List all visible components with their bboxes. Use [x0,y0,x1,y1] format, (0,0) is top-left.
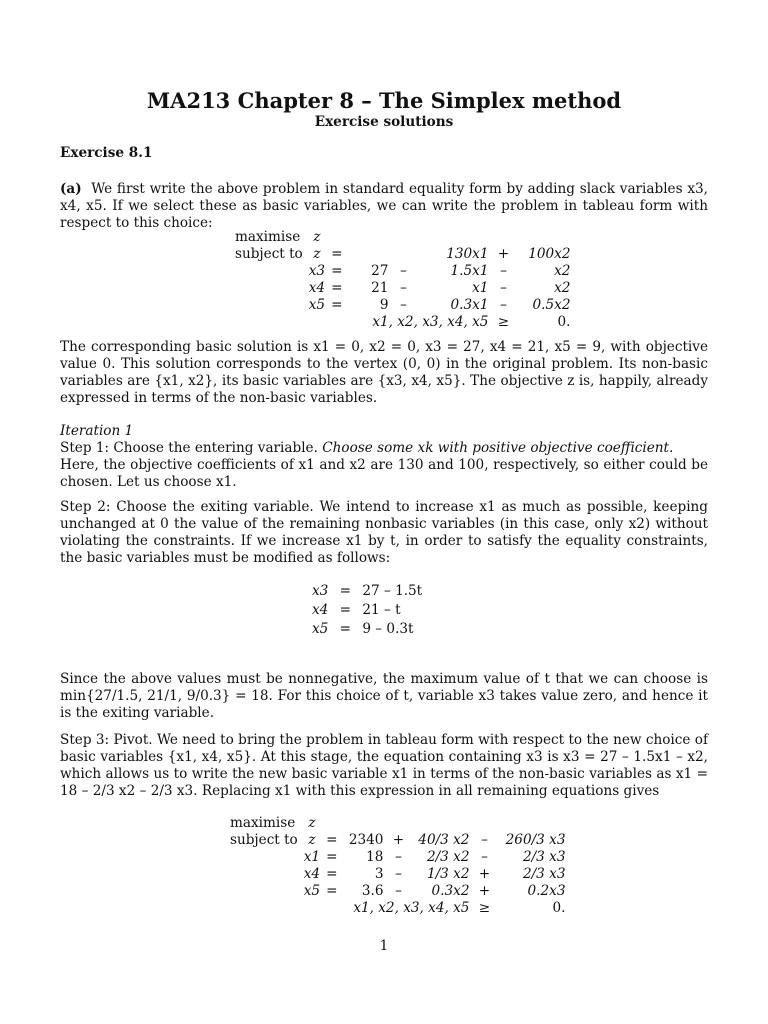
tableau-cell: x5 [308,297,326,313]
equation-eq: = [339,602,352,618]
tableau-cell: + [392,832,405,848]
equation-lhs: x4 [312,602,329,618]
equation-row [309,601,425,620]
tableau-row [227,883,568,900]
page-subtitle: Exercise solutions [314,114,454,130]
tableau-row [227,849,568,866]
tableau-cell: 1/3 x2 [426,866,470,882]
tableau-row [232,263,573,280]
tableau-cell: = [331,246,343,262]
ratio-text-b: For this choice of t, variable x3 takes value zero, and hence it is the exiting variable. [60,688,708,721]
tableau-cell: – [400,297,407,313]
tableau-cell: – [395,883,402,899]
page-number: 1 [379,938,389,954]
tableau-row [232,246,573,263]
tableau-cell: x5 [303,883,321,899]
step2-paragraph: Step 2: Choose the exiting variable. We intend to increase x1 as much as possible, keeping unchanged at 0 the value of the remaining nonbasic variables (in this case, only x2) without violating the constraints. If we increase x1 by t, in order to satisfy the equality constraints, the basic variables must be modified as follows: [60,499,708,566]
tableau-cell: 0.5x2 [532,297,571,313]
tableau-cell: = [331,263,343,279]
tableau-cell: + [478,866,491,882]
tableau-cell: 0.3x1 [450,297,489,313]
tableau-cell: maximise [235,229,301,245]
tableau-cell: 100x2 [528,246,571,262]
tableau-cell: – [395,849,402,865]
paragraph-intro-text: We first write the above problem in standard equality form by adding slack variables x3, x4, x5. If we select these as basic variables, we can write the problem in tableau form with respect to this choice: [60,181,708,231]
equation-rhs: 27 – 1.5t [362,583,423,599]
tableau-row [232,314,573,331]
tableau-cell: x4 [303,866,321,882]
tableau-cell: z [308,815,316,831]
tableau-cell: x1, x2, x3, x4, x5 [372,314,489,330]
tableau-initial [232,229,573,331]
paragraph-ratio-test [60,671,708,722]
tableau-cell: x4 [308,280,326,296]
tableau-row [227,832,568,849]
paragraph-intro [60,181,708,232]
tableau-cell: + [478,883,491,899]
tableau-cell: ≥ [497,314,510,330]
tableau-cell: 0.3x2 [431,883,470,899]
step1-label: Step 1: Choose the entering variable. [60,440,318,456]
page-title: MA213 Chapter 8 – The Simplex method [146,88,622,113]
tableau-cell: + [497,246,510,262]
tableau-cell: z [308,832,316,848]
tableau-cell: = [331,280,343,296]
tableau-cell: – [481,849,488,865]
tableau-cell: – [395,866,402,882]
tableau-cell: = [326,849,338,865]
tableau-cell: 0.2x3 [527,883,566,899]
equation-eq: = [339,583,352,599]
tableau-cell: = [326,866,338,882]
tableau-cell: = [326,832,338,848]
tableau-cell: z [313,229,321,245]
tableau-after-pivot [227,815,568,917]
paragraph-basic-solution: The corresponding basic solution is x1 = 0, x2 = 0, x3 = 27, x4 = 21, x5 = 9, with objective value 0. This solution corresponds to the vertex (0, 0) in the original problem. Its non-basic variables are {x1, x2}, its basic variables are {x3, x4, x5}. The objective z is, happily, already expressed in terms of the non-basic variables. [60,339,708,406]
tableau-cell: x3 [308,263,326,279]
tableau-cell: 2/3 x3 [522,849,566,865]
tableau-cell: ≥ [478,900,491,916]
tableau-cell: x1 [472,280,489,296]
tableau-cell: z [313,246,321,262]
step1-italic: Choose some xk with positive objective coefficient. [322,440,674,456]
tableau-cell: 2/3 x2 [426,849,470,865]
tableau-cell: 1.5x1 [450,263,489,279]
equation-lhs: x5 [312,621,329,637]
tableau-cell: 21 [371,280,389,296]
tableau-cell: 18 [366,849,384,865]
equation-row [309,582,425,601]
tableau-cell: 0. [557,314,571,330]
tableau-cell: – [400,263,407,279]
tableau-cell: 3.6 [361,883,384,899]
tableau-cell: maximise [230,815,296,831]
step1-heading [60,440,708,457]
equation-rhs: 9 – 0.3t [362,621,414,637]
tableau-cell: – [500,263,507,279]
tableau-cell: – [400,280,407,296]
tableau-cell: x1, x2, x3, x4, x5 [353,900,470,916]
tableau-cell: 3 [374,866,384,882]
tableau-cell: 2340 [348,832,384,848]
tableau-cell: x1 [303,849,321,865]
tableau-cell: = [326,883,338,899]
tableau-cell: 9 [379,297,389,313]
equation-rhs: 21 – t [362,602,401,618]
tableau-cell: x2 [554,263,571,279]
ratio-min-expression: min{27/1.5, 21/1, 9/0.3} = 18. [60,688,273,704]
tableau-cell: = [331,297,343,313]
iteration-heading [60,423,708,440]
ratio-text-a: Since the above values must be nonnegative, the maximum value of t that we can choose is [60,671,708,687]
equation-eq: = [339,621,352,637]
tableau-row [227,900,568,917]
tableau-row [232,229,573,246]
iteration-label: Iteration 1 [60,423,134,439]
part-label: (a) [60,181,82,197]
tableau-cell: 2/3 x3 [522,866,566,882]
tableau-cell: – [500,280,507,296]
tableau-cell: x2 [554,280,571,296]
step1-body: Here, the objective coefficients of x1 and x2 are 130 and 100, respectively, so either could be chosen. Let us choose x1. [60,457,708,490]
tableau-cell: 0. [552,900,566,916]
tableau-row [227,815,568,832]
exercise-heading: Exercise 8.1 [60,145,153,161]
equation-row [309,620,425,639]
tableau-row [227,866,568,883]
tableau-cell: subject to [230,832,298,848]
tableau-row [232,297,573,314]
tableau-cell: subject to [235,246,303,262]
tableau-row [232,280,573,297]
tableau-cell: – [481,832,488,848]
tableau-cell: – [500,297,507,313]
tableau-cell: 27 [371,263,389,279]
step3-paragraph: Step 3: Pivot. We need to bring the problem in tableau form with respect to the new choice of basic variables {x1, x4, x5}. At this stage, the equation containing x3 is x3 = 27 – 1.5x1 – x2, which allows us to write the new basic variable x1 in terms of the non-basic variables as x1 = 18 – 2/3 x2 – 2/3 x3. Replacing x1 with this expression in all remaining equations gives [60,732,708,799]
equation-lhs: x3 [312,583,329,599]
tableau-cell: 40/3 x2 [418,832,470,848]
tableau-cell: 260/3 x3 [505,832,566,848]
tableau-cell: 130x1 [446,246,489,262]
increase-equations [309,582,425,639]
